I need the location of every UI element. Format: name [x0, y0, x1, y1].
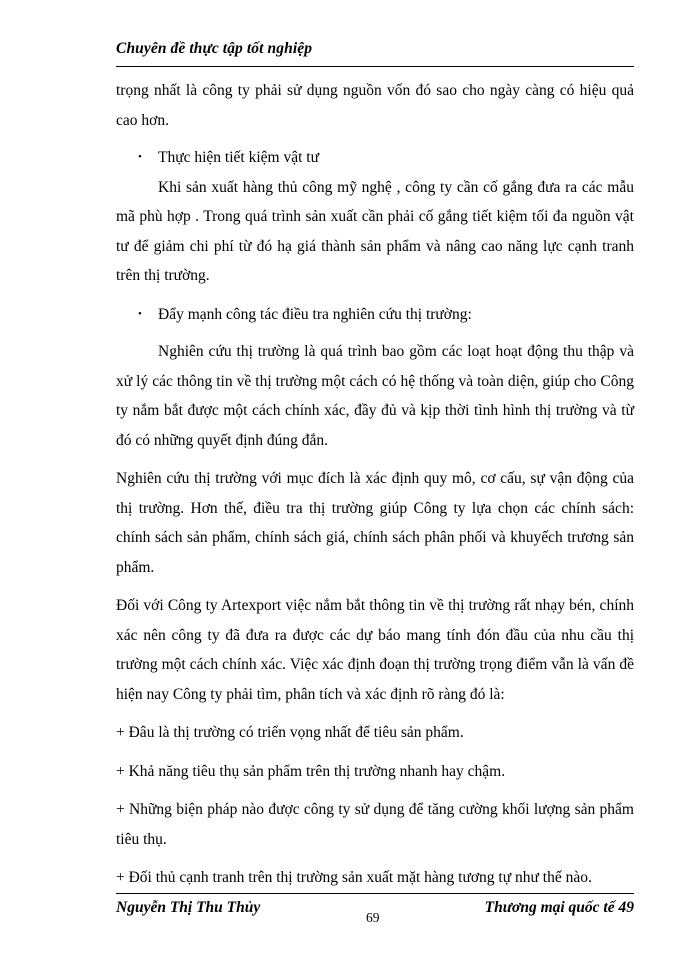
footer-class-name: Thương mại quốc tế 49 — [484, 899, 634, 916]
page-footer — [116, 893, 634, 934]
bullet-label-save-materials: Thực hiện tiết kiệm vật tư — [158, 149, 319, 166]
bullet-icon: • — [138, 151, 142, 163]
bullet-item-save-materials — [116, 143, 634, 173]
bullet-item-market-research — [116, 300, 634, 330]
list-item-promising-market: + Đâu là thị trường có triển vọng nhất để tiêu sản phẩm. — [116, 724, 464, 741]
list-item-consumption-speed: + Khả năng tiêu thụ sản phẩm trên thị trường nhanh hay chậm. — [116, 762, 506, 780]
list-item-competitors: + Đối thủ cạnh tranh trên thị trường sản xuất mặt hàng tương tự như thế nào. — [116, 869, 592, 886]
document-body — [116, 76, 634, 893]
bullet-icon: • — [138, 307, 142, 320]
paragraph-artexport: Đối với Công ty Artexport việc nắm bắt thông tin về thị trường rất nhạy bén, chính xác nên công ty đã đưa ra được các dự báo mang tính đón đầu của nhu cầu thị trường một cách chính xác. Việc xác định đoạn thị trường trọng điểm vẫn là vấn đề hiện nay Công ty phải tìm, phân tích và xác định rõ ràng đó là: — [116, 597, 634, 703]
bullet-label-market-research: Đẩy mạnh công tác điều tra nghiên cứu thị trường: — [158, 305, 472, 323]
paragraph-intro: trọng nhất là công ty phải sử dụng nguồn vốn đó sao cho ngày càng có hiệu quả cao hơn. — [116, 82, 634, 129]
page-header — [116, 40, 634, 67]
list-item-measures: + Những biện pháp nào được công ty sử dụng để tăng cường khối lượng sản phẩm tiêu thụ. — [116, 801, 634, 848]
footer-author: Nguyễn Thị Thu Thủy — [116, 899, 261, 916]
paragraph-market-research-definition: Nghiên cứu thị trường là quá trình bao gồm các loạt hoạt động thu thập và xử lý các thông tin về thị trường một cách có hệ thống và toàn diện, giúp cho Công ty nắm bắt được một cách chính xác, đầy đủ và kịp thời tình hình thị trường và từ đó có những quyết định đúng đắn. — [116, 343, 634, 449]
paragraph-save-materials: Khi sản xuất hàng thủ công mỹ nghệ , công ty cần cố gắng đưa ra các mẫu mã phù hợp . Trong quá trình sản xuất cần phải cố gắng tiết kiệm tối đa nguồn vật tư để giảm chi phí từ đó hạ giá thành sản phẩm và nâng cao năng lực cạnh tranh trên thị trường. — [116, 178, 634, 284]
header-title: Chuyên đề thực tập tốt nghiệp — [116, 40, 313, 57]
paragraph-market-research-purpose: Nghiên cứu thị trường với mục đích là xác định quy mô, cơ cấu, sự vận động của thị trường. Hơn thế, điều tra thị trường giúp Công ty lựa chọn các chính sách: chính sách sản phẩm, chính sách giá, chính sách phân phối và khuyếch trương sản phẩm. — [116, 470, 634, 576]
page-number: 69 — [366, 910, 380, 925]
